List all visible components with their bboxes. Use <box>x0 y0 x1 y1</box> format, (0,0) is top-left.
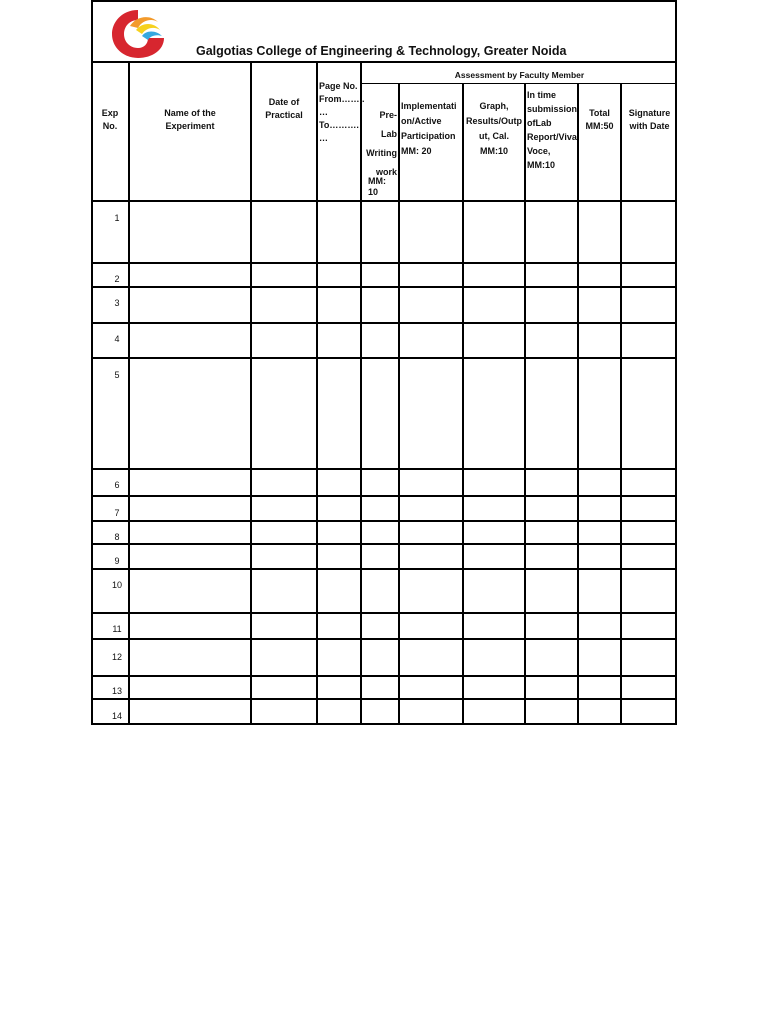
col-line <box>620 83 622 725</box>
col-line <box>577 83 579 725</box>
college-title: Galgotias College of Engineering & Technology, Greater Noida <box>196 44 567 58</box>
row-line <box>91 468 677 470</box>
col-header-total: Total MM:50 <box>585 108 614 131</box>
row-number: 14 <box>111 711 122 721</box>
row-number: 10 <box>111 580 122 590</box>
row-line <box>91 612 677 614</box>
row-number: 2 <box>114 274 120 284</box>
row-number: 8 <box>114 532 120 542</box>
col-line <box>462 83 464 725</box>
row-number: 7 <box>114 508 120 518</box>
row-number: 3 <box>114 298 120 308</box>
col-line <box>250 61 252 725</box>
col-header-page-no: Page No. From…….. … To………. … <box>319 81 365 143</box>
row-line <box>91 520 677 522</box>
row-line <box>91 322 677 324</box>
header-bottom-line <box>91 200 677 202</box>
header-top-line <box>91 61 677 63</box>
col-header-implementation: Implementati on/Active Participation MM: 20 <box>401 101 457 156</box>
row-line <box>91 495 677 497</box>
row-line <box>91 262 677 264</box>
row-number: 12 <box>111 652 122 662</box>
row-line <box>91 675 677 677</box>
row-number: 4 <box>114 334 120 344</box>
row-number: 9 <box>114 556 120 566</box>
col-line <box>524 83 526 725</box>
col-line <box>398 83 400 725</box>
row-line <box>91 357 677 359</box>
row-line <box>91 543 677 545</box>
group-header-assessment: Assessment by Faculty Member <box>454 70 585 80</box>
row-number: 11 <box>112 624 122 634</box>
col-header-exp-no: Exp No. <box>101 108 119 131</box>
row-line <box>91 568 677 570</box>
col-header-signature: Signature with Date <box>628 108 671 131</box>
col-header-graph-results: Graph, Results/Outp ut, Cal. MM:10 <box>465 101 522 156</box>
row-line <box>91 286 677 288</box>
col-line <box>360 61 362 725</box>
col-line <box>316 61 318 725</box>
col-header-date: Date of Practical <box>265 97 303 120</box>
row-number: 5 <box>114 370 120 380</box>
group-header-line <box>361 83 677 84</box>
col-header-prelab-mm: MM: 10 <box>368 176 386 197</box>
col-header-experiment-name: Name of the Experiment <box>164 108 216 131</box>
row-number: 1 <box>114 213 120 223</box>
col-header-in-time-submission: In time submission ofLab Report/Viva Voce, MM:10 <box>527 90 578 170</box>
row-number: 13 <box>111 686 122 696</box>
row-line <box>91 698 677 700</box>
row-line <box>91 638 677 640</box>
col-header-prelab: Pre- Lab Writing work <box>366 110 397 177</box>
row-number: 6 <box>114 480 120 490</box>
